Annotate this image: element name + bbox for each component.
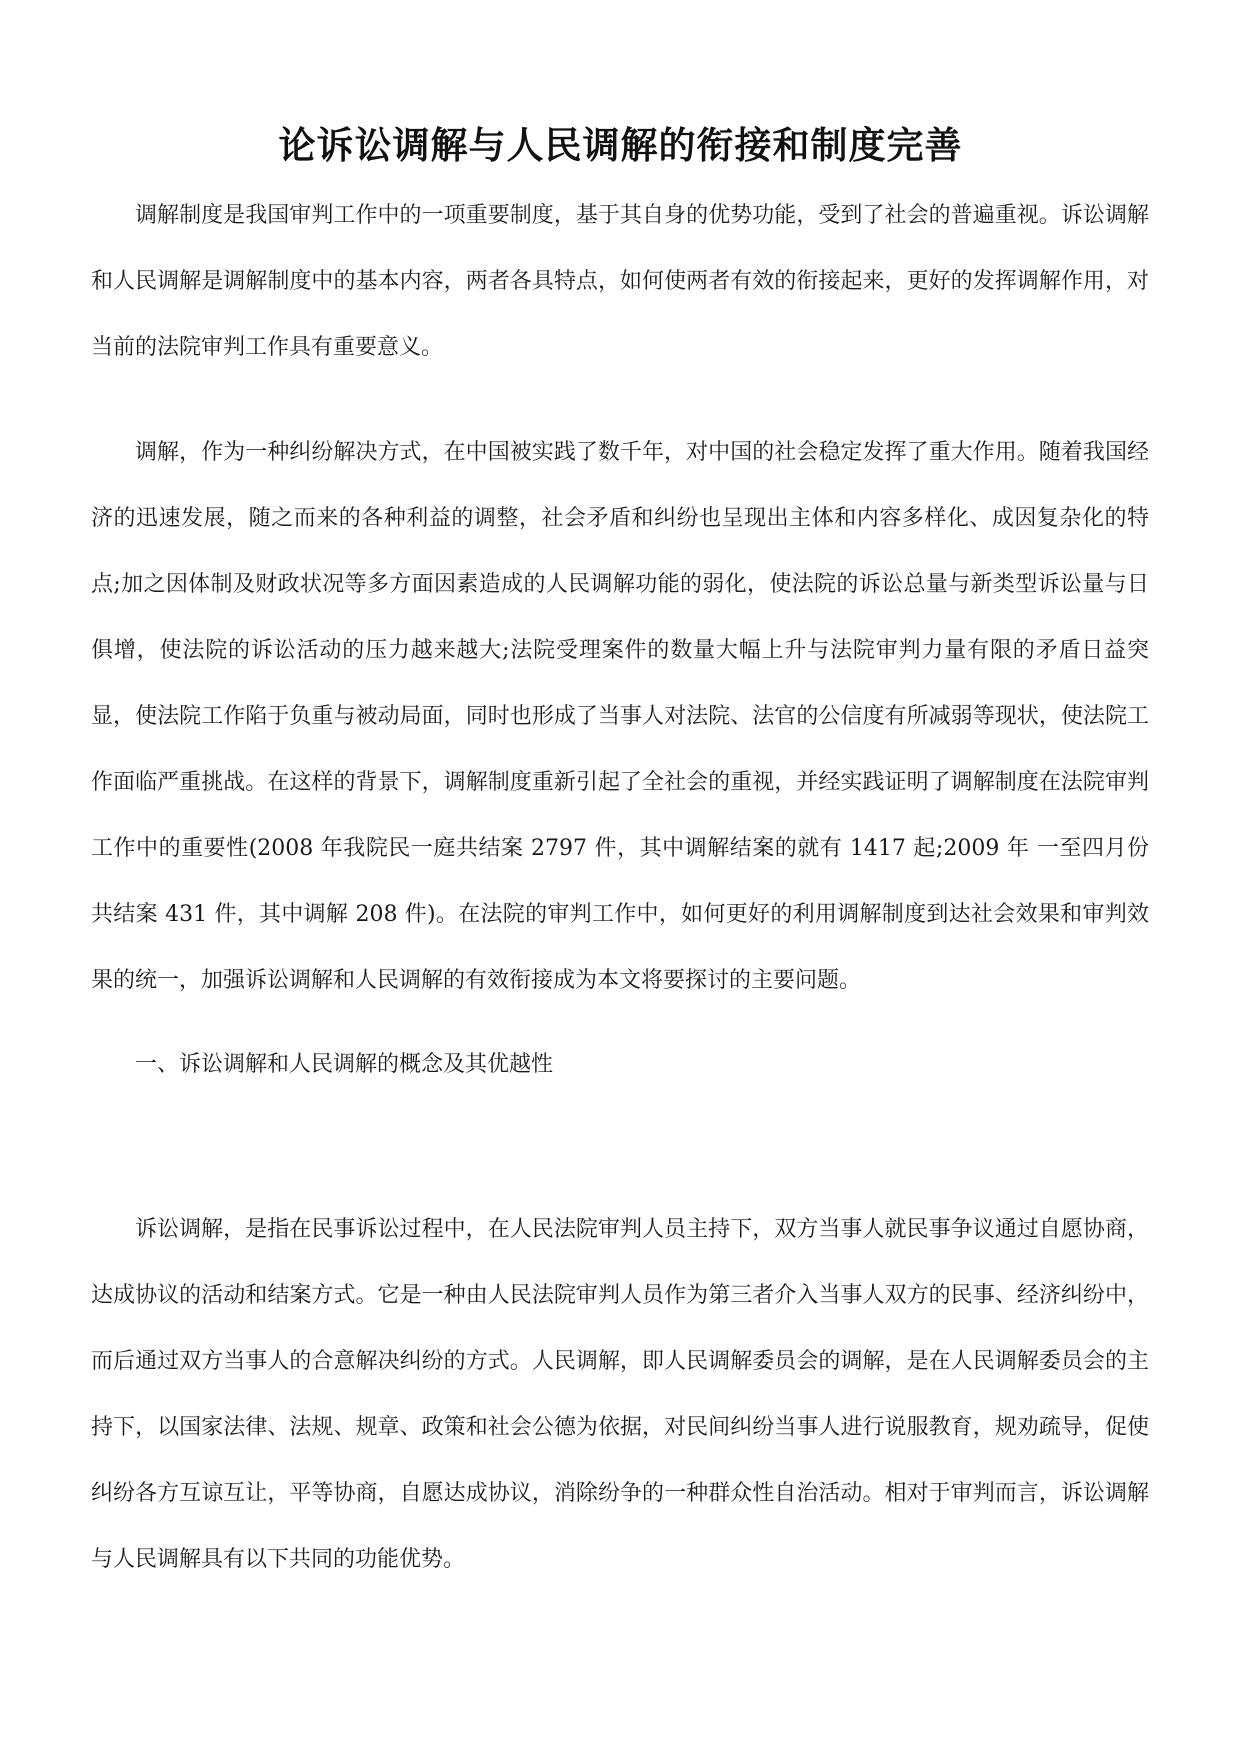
paragraph-background: 调解，作为一种纠纷解决方式，在中国被实践了数千年，对中国的社会稳定发挥了重大作用。随着我国经济的迅速发展，随之而来的各种利益的调整，社会矛盾和纠纷也呈现出主体和内容多样化、成因复杂化的特点;加之因体制及财政状况等多方面因素造成的人民调解功能的弱化，使法院的诉讼总量与新类型诉讼量与日俱增，使法院的诉讼活动的压力越来越大;法院受理案件的数量大幅上升与法院审判力量有限的矛盾日益突显，使法院工作陷于负重与被动局面，同时也形成了当事人对法院、法官的公信度有所减弱等现状，使法院工作面临严重挑战。在这样的背景下，调解制度重新引起了全社会的重视，并经实践证明了调解制度在法院审判工作中的重要性(2008 年我院民一庭共结案 2797 件，其中调解结案的就有 1417 起;2009 年 一至四月份共结案 431 件，其中调解 208 件)。在法院的审判工作中，如何更好的利用调解制度到达社会效果和审判效果的统一，加强诉讼调解和人民调解的有效衔接成为本文将要探讨的主要问题。 bbox=[91, 440, 1149, 993]
section-heading: 一、诉讼调解和人民调解的概念及其优越性 bbox=[135, 1052, 554, 1077]
paragraph-concepts: 诉讼调解，是指在民事诉讼过程中，在人民法院审判人员主持下，双方当事人就民事争议通过自愿协商，达成协议的活动和结案方式。它是一种由人民法院审判人员作为第三者介入当事人双方的民事、经济纠纷中，而后通过双方当事人的合意解决纠纷的方式。人民调解，即人民调解委员会的调解，是在人民调解委员会的主持下，以国家法律、法规、规章、政策和社会公德为依据，对民间纠纷当事人进行说服教育，规劝疏导，促使纠纷各方互谅互让，平等协商，自愿达成协议，消除纷争的一种群众性自治活动。相对于审判而言，诉讼调解与人民调解具有以下共同的功能优势。 bbox=[91, 1217, 1149, 1572]
document-title: 论诉讼调解与人民调解的衔接和制度完善 bbox=[278, 123, 963, 167]
paragraph-intro: 调解制度是我国审判工作中的一项重要制度，基于其自身的优势功能，受到了社会的普遍重视。诉讼调解和人民调解是调解制度中的基本内容，两者各具特点，如何使两者有效的衔接起来，更好的发挥调解作用，对当前的法院审判工作具有重要意义。 bbox=[91, 203, 1149, 360]
